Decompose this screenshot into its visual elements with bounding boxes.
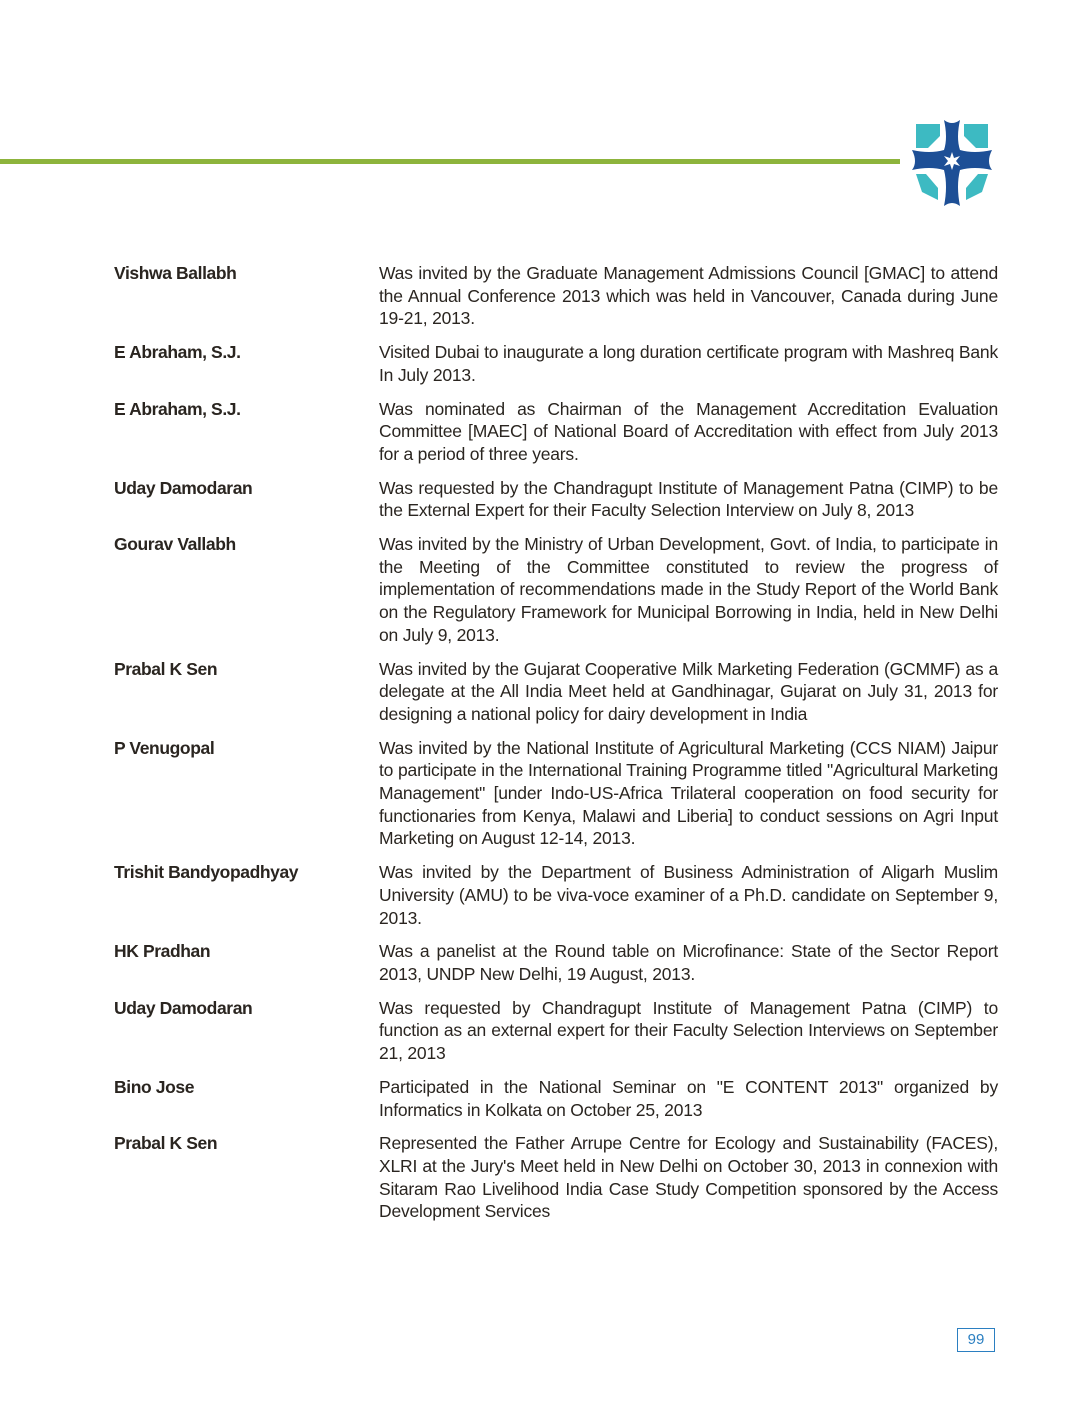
list-item — [114, 997, 998, 1065]
list-item — [114, 1076, 998, 1121]
list-item — [114, 1132, 998, 1223]
engagement-description: Was requested by the Chandragupt Institute of Management Patna (CIMP) to be the External Expert for their Faculty Selection Interview on July 8, 2013 — [379, 477, 998, 521]
engagement-description: Was invited by the National Institute of Agricultural Marketing (CCS NIAM) Jaipur to participate in the International Training Programme titled "Agricultural Marketing Management" [under Indo-US-Africa Trilateral cooperation on food security for functionaries from Kenya, Malawi and Liberia] to conduct sessions on Agri Input Marketing on August 12-14, 2013. — [379, 737, 998, 849]
faculty-name: Prabal K Sen — [114, 1133, 218, 1154]
engagement-description: Was invited by the Ministry of Urban Development, Govt. of India, to participate in the Meeting of the Committee constituted to review the progress of implementation of recommendations made in the Study Report of the World Bank on the Regulatory Framework for Municipal Borrowing in India, held in New Delhi on July 9, 2013. — [379, 534, 998, 645]
engagement-description: Was invited by the Graduate Management Admissions Council [GMAC] to attend the Annual Conference 2013 which was held in Vancouver, Canada during June 19-21, 2013. — [379, 263, 998, 329]
engagement-description: Was invited by the Gujarat Cooperative Milk Marketing Federation (GCMMF) as a delegate at the All India Meet held at Gandhinagar, Gujarat on July 31, 2013 for designing a national policy for dairy development in India — [379, 658, 998, 724]
list-item — [114, 940, 998, 985]
engagement-description: Participated in the National Seminar on "E CONTENT 2013" organized by Informatics in Kolkata on October 25, 2013 — [379, 1076, 998, 1120]
faculty-name: Uday Damodaran — [114, 477, 253, 498]
list-item — [114, 477, 998, 522]
faculty-name: Gourav Vallabh — [114, 534, 236, 555]
faculty-name: Vishwa Ballabh — [114, 263, 237, 283]
engagement-description: Was invited by the Department of Business Administration of Aligarh Muslim University (AMU) to be viva-voce examiner of a Ph.D. candidate on September 9, 2013. — [379, 862, 998, 928]
logo-quadrant-top-right — [964, 124, 988, 148]
header-rule — [0, 159, 900, 164]
list-item — [114, 262, 998, 330]
logo-quadrant-bottom-right — [966, 174, 988, 200]
engagements-list — [114, 262, 998, 1234]
page-number: 99 — [957, 1328, 995, 1352]
list-item — [114, 861, 998, 929]
list-item — [114, 658, 998, 726]
faculty-name: E Abraham, S.J. — [114, 398, 241, 419]
list-item — [114, 533, 998, 647]
engagement-description: Visited Dubai to inaugurate a long duration certificate program with Mashreq Bank In July 2013. — [379, 342, 998, 385]
faculty-name: HK Pradhan — [114, 941, 211, 962]
logo-quadrant-bottom-left — [916, 174, 938, 200]
faculty-name: Prabal K Sen — [114, 658, 218, 679]
engagement-description: Was a panelist at the Round table on Microfinance: State of the Sector Report 2013, UNDP New Delhi, 19 August, 2013. — [379, 941, 998, 984]
faculty-name: Bino Jose — [114, 1076, 195, 1097]
engagement-description: Was nominated as Chairman of the Management Accreditation Evaluation Committee [MAEC] of National Board of Accreditation with effect from July 2013 for a period of three years. — [379, 398, 998, 464]
institution-cross-emblem-icon — [908, 118, 996, 208]
list-item — [114, 341, 998, 386]
faculty-name: P Venugopal — [114, 737, 215, 758]
list-item — [114, 737, 998, 851]
logo-quadrant-top-left — [916, 124, 940, 148]
faculty-name: E Abraham, S.J. — [114, 342, 241, 363]
list-item — [114, 398, 998, 466]
faculty-name: Uday Damodaran — [114, 997, 253, 1018]
engagement-description: Was requested by Chandragupt Institute of Management Patna (CIMP) to function as an external expert for their Faculty Selection Interviews on September 21, 2013 — [379, 997, 998, 1064]
engagement-description: Represented the Father Arrupe Centre for Ecology and Sustainability (FACES), XLRI at the Jury's Meet held in New Delhi on October 30, 2013 in connexion with Sitaram Rao Livelihood India Case Study Competition sponsored by the Access Development Services — [379, 1133, 998, 1222]
faculty-name: Trishit Bandyopadhyay — [114, 862, 299, 883]
